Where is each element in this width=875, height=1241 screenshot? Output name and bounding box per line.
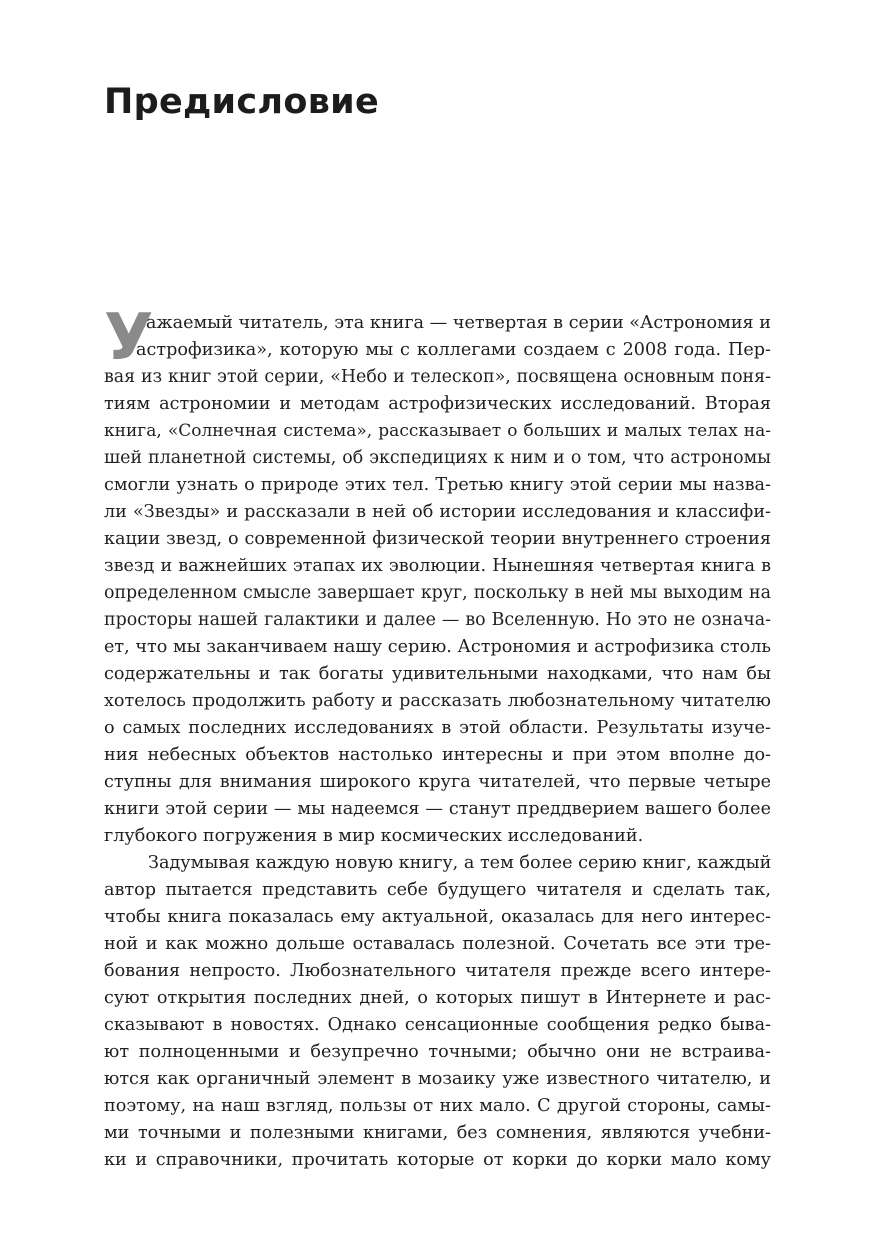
text-line: смогли узнать о природе этих тел. Третью книгу этой серии мы назва- xyxy=(104,475,771,495)
text-line: вая из книг этой серии, «Небо и телескоп», посвящена основным поня- xyxy=(104,367,771,387)
text-line: ступны для внимания широкого круга читателей, что первые четыре xyxy=(104,772,771,792)
page-title: Предисловие xyxy=(104,82,380,122)
text-line: просторы нашей галактики и далее — во Вселенную. Но это не означа- xyxy=(104,610,771,630)
text-line: чтобы книга показалась ему актуальной, оказалась для него интерес- xyxy=(104,907,771,927)
text-line: содержательны и так богаты удивительными находками, что нам бы xyxy=(104,664,771,684)
text-line: ются как органичный элемент в мозаику уже известного читателю, и xyxy=(104,1069,771,1089)
text-line: тиям астрономии и методам астрофизических исследований. Вторая xyxy=(104,394,771,414)
paragraph-1 xyxy=(104,301,771,850)
text-line: ют полноценными и безупречно точными; обычно они не встраива- xyxy=(104,1042,771,1062)
text-line: астрофизика», которую мы с коллегами создаем с 2008 года. Пер- xyxy=(136,340,771,360)
text-line: бования непросто. Любознательного читателя прежде всего интере- xyxy=(104,961,771,981)
text-line: книга, «Солнечная система», рассказывает о больших и малых телах на- xyxy=(104,421,771,441)
body-text xyxy=(104,301,772,1174)
text-line: ной и как можно дольше оставалась полезной. Сочетать все эти тре- xyxy=(104,934,771,954)
text-line: шей планетной системы, об экспедициях к ним и о том, что астрономы xyxy=(104,448,771,468)
text-line: ки и справочники, прочитать которые от корки до корки мало кому xyxy=(104,1150,771,1170)
text-line: ет, что мы заканчиваем нашу серию. Астрономия и астрофизика столь xyxy=(104,637,771,657)
text-line: сказывают в новостях. Однако сенсационные сообщения редко быва- xyxy=(104,1015,771,1035)
text-line: Задумывая каждую новую книгу, а тем более серию книг, каждый xyxy=(148,853,772,873)
text-line: ли «Звезды» и рассказали в ней об истории исследования и классифи- xyxy=(104,502,771,522)
text-line: книги этой серии — мы надеемся — станут преддверием вашего более xyxy=(104,799,771,819)
text-line: ния небесных объектов настолько интересны и при этом вполне до- xyxy=(104,745,771,765)
text-line: важаемый читатель, эта книга — четвертая в серии «Астрономия и xyxy=(136,313,771,333)
text-line: глубокого погружения в мир космических исследований. xyxy=(104,826,644,846)
text-line: определенном смысле завершает круг, поскольку в ней мы выходим на xyxy=(104,583,771,603)
text-line: ми точными и полезными книгами, без сомнения, являются учебни- xyxy=(104,1123,771,1143)
text-line: автор пытается представить себе будущего читателя и сделать так, xyxy=(104,880,771,900)
paragraph-2 xyxy=(104,850,771,1174)
text-line: кации звезд, о современной физической теории внутреннего строения xyxy=(104,529,771,549)
text-line: хотелось продолжить работу и рассказать любознательному читателю xyxy=(104,691,771,711)
text-line: звезд и важнейших этапах их эволюции. Нынешняя четвертая книга в xyxy=(104,556,771,576)
drop-cap: У xyxy=(104,301,154,375)
text-line: поэтому, на наш взгляд, пользы от них мало. С другой стороны, самы- xyxy=(104,1096,771,1116)
text-line: суют открытия последних дней, о которых пишут в Интернете и рас- xyxy=(104,988,771,1008)
text-line: о самых последних исследованиях в этой области. Результаты изуче- xyxy=(104,718,771,738)
